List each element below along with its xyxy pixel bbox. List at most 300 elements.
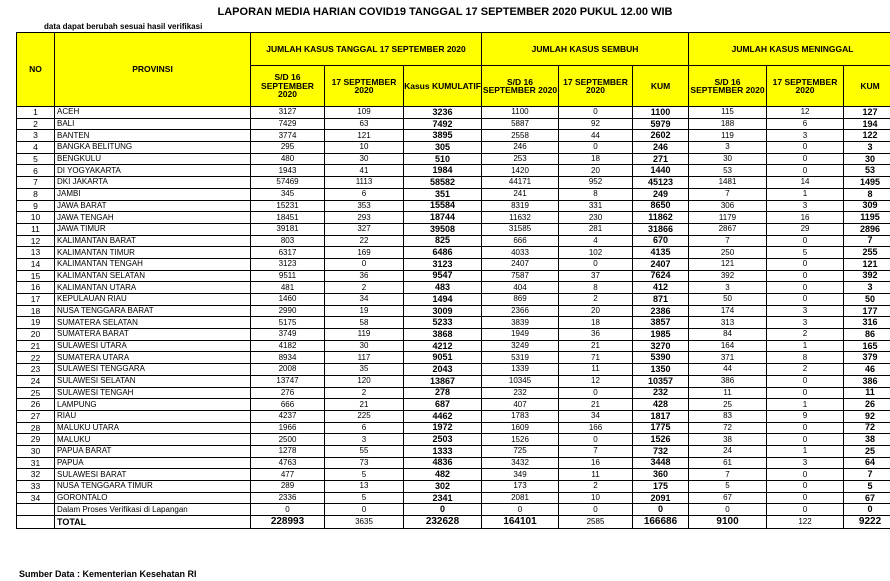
value-cell: 86 bbox=[844, 329, 890, 341]
value-cell: 4836 bbox=[404, 457, 482, 469]
row-number: 29 bbox=[17, 434, 55, 446]
value-cell: 24 bbox=[689, 445, 767, 457]
value-cell: 9 bbox=[767, 410, 844, 422]
row-number: 30 bbox=[17, 445, 55, 457]
province-name: SUMATERA SELATAN bbox=[55, 317, 251, 329]
value-cell: 351 bbox=[404, 188, 482, 200]
value-cell: 58 bbox=[325, 317, 404, 329]
value-cell: 3 bbox=[844, 142, 890, 154]
value-cell: 53 bbox=[689, 165, 767, 177]
value-cell: 92 bbox=[559, 118, 633, 130]
value-cell: 0 bbox=[767, 165, 844, 177]
value-cell: 20 bbox=[559, 305, 633, 317]
value-cell: 2 bbox=[325, 282, 404, 294]
table-row bbox=[17, 434, 890, 446]
value-cell: 2 bbox=[767, 329, 844, 341]
value-cell: 121 bbox=[689, 258, 767, 270]
value-cell: 825 bbox=[404, 235, 482, 247]
value-cell: 5 bbox=[325, 492, 404, 504]
province-name: Dalam Proses Verifikasi di Lapangan bbox=[55, 504, 251, 516]
value-cell: 84 bbox=[689, 329, 767, 341]
value-cell: 102 bbox=[559, 247, 633, 259]
row-number: 23 bbox=[17, 364, 55, 376]
row-number: 21 bbox=[17, 340, 55, 352]
province-name: JAMBI bbox=[55, 188, 251, 200]
table-row bbox=[17, 223, 890, 235]
value-cell: 3 bbox=[767, 200, 844, 212]
value-cell: 666 bbox=[482, 235, 559, 247]
value-cell: 44171 bbox=[482, 177, 559, 189]
value-cell: 29 bbox=[767, 223, 844, 235]
value-cell: 1609 bbox=[482, 422, 559, 434]
value-cell: 30 bbox=[844, 153, 890, 165]
province-name: SULAWESI SELATAN bbox=[55, 375, 251, 387]
row-number: 27 bbox=[17, 410, 55, 422]
value-cell: 0 bbox=[767, 387, 844, 399]
value-cell: 869 bbox=[482, 294, 559, 306]
value-cell: 5233 bbox=[404, 317, 482, 329]
header-sub: S/D 16 SEPTEMBER 2020 bbox=[689, 66, 767, 107]
value-cell: 8 bbox=[767, 352, 844, 364]
province-name: PAPUA bbox=[55, 457, 251, 469]
value-cell: 276 bbox=[251, 387, 325, 399]
value-cell: 250 bbox=[689, 247, 767, 259]
value-cell: 1949 bbox=[482, 329, 559, 341]
value-cell: 36 bbox=[559, 329, 633, 341]
value-cell: 1 bbox=[767, 188, 844, 200]
value-cell: 0 bbox=[767, 235, 844, 247]
value-cell: 8 bbox=[559, 188, 633, 200]
value-cell: 119 bbox=[689, 130, 767, 142]
province-name: NUSA TENGGARA BARAT bbox=[55, 305, 251, 317]
table-row bbox=[17, 422, 890, 434]
table-row bbox=[17, 375, 890, 387]
value-cell: 2558 bbox=[482, 130, 559, 142]
row-number: 33 bbox=[17, 481, 55, 493]
value-cell: 306 bbox=[689, 200, 767, 212]
value-cell: 8934 bbox=[251, 352, 325, 364]
value-cell: 1 bbox=[767, 399, 844, 411]
value-cell: 687 bbox=[404, 399, 482, 411]
value-cell: 1460 bbox=[251, 294, 325, 306]
value-cell: 281 bbox=[559, 223, 633, 235]
province-name: DKI JAKARTA bbox=[55, 177, 251, 189]
value-cell: 31866 bbox=[633, 223, 689, 235]
value-cell: 44 bbox=[559, 130, 633, 142]
value-cell: 0 bbox=[767, 434, 844, 446]
total-cell: 228993 bbox=[251, 516, 325, 529]
value-cell: 2503 bbox=[404, 434, 482, 446]
value-cell: 18451 bbox=[251, 212, 325, 224]
value-cell: 0 bbox=[404, 504, 482, 516]
row-number bbox=[17, 504, 55, 516]
value-cell: 10 bbox=[559, 492, 633, 504]
value-cell: 1783 bbox=[482, 410, 559, 422]
value-cell: 232 bbox=[482, 387, 559, 399]
value-cell: 360 bbox=[633, 469, 689, 481]
value-cell: 2008 bbox=[251, 364, 325, 376]
table-row bbox=[17, 258, 890, 270]
value-cell: 0 bbox=[633, 504, 689, 516]
table-row bbox=[17, 399, 890, 411]
value-cell: 1179 bbox=[689, 212, 767, 224]
value-cell: 4763 bbox=[251, 457, 325, 469]
value-cell: 8 bbox=[559, 282, 633, 294]
value-cell: 1481 bbox=[689, 177, 767, 189]
row-number: 31 bbox=[17, 457, 55, 469]
value-cell: 5 bbox=[689, 481, 767, 493]
value-cell: 165 bbox=[844, 340, 890, 352]
row-number: 5 bbox=[17, 153, 55, 165]
province-name: SULAWESI TENGGARA bbox=[55, 364, 251, 376]
province-name: BANTEN bbox=[55, 130, 251, 142]
value-cell: 5319 bbox=[482, 352, 559, 364]
value-cell: 2896 bbox=[844, 223, 890, 235]
value-cell: 0 bbox=[559, 387, 633, 399]
value-cell: 232 bbox=[633, 387, 689, 399]
value-cell: 7 bbox=[844, 235, 890, 247]
value-cell: 6 bbox=[767, 118, 844, 130]
value-cell: 6 bbox=[325, 422, 404, 434]
value-cell: 11 bbox=[559, 469, 633, 481]
value-cell: 55 bbox=[325, 445, 404, 457]
value-cell: 253 bbox=[482, 153, 559, 165]
value-cell: 3127 bbox=[251, 107, 325, 119]
value-cell: 670 bbox=[633, 235, 689, 247]
value-cell: 177 bbox=[844, 305, 890, 317]
value-cell: 241 bbox=[482, 188, 559, 200]
table-row bbox=[17, 212, 890, 224]
value-cell: 13 bbox=[325, 481, 404, 493]
value-cell: 316 bbox=[844, 317, 890, 329]
value-cell: 1333 bbox=[404, 445, 482, 457]
value-cell: 3 bbox=[689, 282, 767, 294]
value-cell: 0 bbox=[767, 422, 844, 434]
value-cell: 2602 bbox=[633, 130, 689, 142]
value-cell: 8 bbox=[844, 188, 890, 200]
value-cell: 11 bbox=[844, 387, 890, 399]
value-cell: 4 bbox=[559, 235, 633, 247]
table-row bbox=[17, 235, 890, 247]
province-name: JAWA TIMUR bbox=[55, 223, 251, 235]
header-no: NO bbox=[17, 33, 55, 107]
value-cell: 72 bbox=[844, 422, 890, 434]
value-cell: 246 bbox=[633, 142, 689, 154]
value-cell: 327 bbox=[325, 223, 404, 235]
value-cell: 0 bbox=[767, 504, 844, 516]
value-cell: 386 bbox=[689, 375, 767, 387]
province-name: PAPUA BARAT bbox=[55, 445, 251, 457]
table-row bbox=[17, 352, 890, 364]
row-number: 13 bbox=[17, 247, 55, 259]
value-cell: 120 bbox=[325, 375, 404, 387]
value-cell: 2990 bbox=[251, 305, 325, 317]
value-cell: 4033 bbox=[482, 247, 559, 259]
value-cell: 50 bbox=[689, 294, 767, 306]
value-cell: 331 bbox=[559, 200, 633, 212]
value-cell: 1100 bbox=[482, 107, 559, 119]
table-row bbox=[17, 177, 890, 189]
province-name: RIAU bbox=[55, 410, 251, 422]
value-cell: 386 bbox=[844, 375, 890, 387]
value-cell: 482 bbox=[404, 469, 482, 481]
value-cell: 952 bbox=[559, 177, 633, 189]
province-name: SULAWESI UTARA bbox=[55, 340, 251, 352]
value-cell: 21 bbox=[559, 399, 633, 411]
value-cell: 0 bbox=[325, 258, 404, 270]
province-name: ACEH bbox=[55, 107, 251, 119]
row-number: 20 bbox=[17, 329, 55, 341]
value-cell: 13747 bbox=[251, 375, 325, 387]
value-cell: 1350 bbox=[633, 364, 689, 376]
table-row bbox=[17, 270, 890, 282]
value-cell: 0 bbox=[689, 504, 767, 516]
value-cell: 1495 bbox=[844, 177, 890, 189]
value-cell: 73 bbox=[325, 457, 404, 469]
value-cell: 477 bbox=[251, 469, 325, 481]
source-note: Sumber Data : Kementerian Kesehatan RI bbox=[19, 569, 197, 579]
value-cell: 0 bbox=[559, 504, 633, 516]
value-cell: 0 bbox=[767, 375, 844, 387]
province-name: SULAWESI TENGAH bbox=[55, 387, 251, 399]
value-cell: 3 bbox=[767, 457, 844, 469]
value-cell: 4135 bbox=[633, 247, 689, 259]
value-cell: 115 bbox=[689, 107, 767, 119]
value-cell: 2500 bbox=[251, 434, 325, 446]
value-cell: 3270 bbox=[633, 340, 689, 352]
province-name: BANGKA BELITUNG bbox=[55, 142, 251, 154]
value-cell: 2 bbox=[559, 294, 633, 306]
value-cell: 19 bbox=[325, 305, 404, 317]
row-number: 16 bbox=[17, 282, 55, 294]
value-cell: 407 bbox=[482, 399, 559, 411]
value-cell: 11862 bbox=[633, 212, 689, 224]
value-cell: 293 bbox=[325, 212, 404, 224]
value-cell: 249 bbox=[633, 188, 689, 200]
header-group-meninggal: JUMLAH KASUS MENINGGAL bbox=[689, 33, 890, 66]
value-cell: 302 bbox=[404, 481, 482, 493]
value-cell: 7 bbox=[689, 469, 767, 481]
value-cell: 345 bbox=[251, 188, 325, 200]
value-cell: 121 bbox=[844, 258, 890, 270]
province-name: DI YOGYAKARTA bbox=[55, 165, 251, 177]
value-cell: 1420 bbox=[482, 165, 559, 177]
province-name: KALIMANTAN BARAT bbox=[55, 235, 251, 247]
value-cell: 11 bbox=[689, 387, 767, 399]
table-row bbox=[17, 200, 890, 212]
value-cell: 0 bbox=[767, 258, 844, 270]
value-cell: 1984 bbox=[404, 165, 482, 177]
value-cell: 2366 bbox=[482, 305, 559, 317]
value-cell: 11 bbox=[559, 364, 633, 376]
value-cell: 2407 bbox=[482, 258, 559, 270]
value-cell: 0 bbox=[559, 258, 633, 270]
province-name: KALIMANTAN TIMUR bbox=[55, 247, 251, 259]
value-cell: 174 bbox=[689, 305, 767, 317]
value-cell: 117 bbox=[325, 352, 404, 364]
value-cell: 11632 bbox=[482, 212, 559, 224]
value-cell: 3 bbox=[767, 305, 844, 317]
header-provinsi: PROVINSI bbox=[55, 33, 251, 107]
value-cell: 353 bbox=[325, 200, 404, 212]
value-cell: 1440 bbox=[633, 165, 689, 177]
value-cell: 0 bbox=[767, 469, 844, 481]
value-cell: 9051 bbox=[404, 352, 482, 364]
value-cell: 404 bbox=[482, 282, 559, 294]
row-number: 19 bbox=[17, 317, 55, 329]
value-cell: 18 bbox=[559, 153, 633, 165]
value-cell: 119 bbox=[325, 329, 404, 341]
value-cell: 349 bbox=[482, 469, 559, 481]
value-cell: 379 bbox=[844, 352, 890, 364]
value-cell: 121 bbox=[325, 130, 404, 142]
header-sub: S/D 16 SEPTEMBER 2020 bbox=[251, 66, 325, 107]
value-cell: 45123 bbox=[633, 177, 689, 189]
value-cell: 7 bbox=[844, 469, 890, 481]
value-cell: 61 bbox=[689, 457, 767, 469]
value-cell: 0 bbox=[767, 294, 844, 306]
value-cell: 4237 bbox=[251, 410, 325, 422]
row-number: 11 bbox=[17, 223, 55, 235]
value-cell: 0 bbox=[844, 504, 890, 516]
row-number: 18 bbox=[17, 305, 55, 317]
value-cell: 30 bbox=[689, 153, 767, 165]
value-cell: 1526 bbox=[633, 434, 689, 446]
value-cell: 67 bbox=[689, 492, 767, 504]
value-cell: 5 bbox=[844, 481, 890, 493]
row-number: 4 bbox=[17, 142, 55, 154]
value-cell: 5 bbox=[767, 247, 844, 259]
value-cell: 7 bbox=[689, 235, 767, 247]
total-cell: 232628 bbox=[404, 516, 482, 529]
value-cell: 13867 bbox=[404, 375, 482, 387]
table-row bbox=[17, 118, 890, 130]
header-group-kasus: JUMLAH KASUS TANGGAL 17 SEPTEMBER 2020 bbox=[251, 33, 482, 66]
value-cell: 289 bbox=[251, 481, 325, 493]
value-cell: 0 bbox=[559, 434, 633, 446]
value-cell: 0 bbox=[482, 504, 559, 516]
value-cell: 39181 bbox=[251, 223, 325, 235]
row-number: 22 bbox=[17, 352, 55, 364]
province-name: LAMPUNG bbox=[55, 399, 251, 411]
value-cell: 1100 bbox=[633, 107, 689, 119]
value-cell: 1278 bbox=[251, 445, 325, 457]
value-cell: 9511 bbox=[251, 270, 325, 282]
value-cell: 732 bbox=[633, 445, 689, 457]
value-cell: 246 bbox=[482, 142, 559, 154]
value-cell: 4462 bbox=[404, 410, 482, 422]
value-cell: 392 bbox=[689, 270, 767, 282]
table-row bbox=[17, 504, 890, 516]
header-sub: KUM bbox=[844, 66, 890, 107]
value-cell: 1113 bbox=[325, 177, 404, 189]
table-row bbox=[17, 188, 890, 200]
value-cell: 480 bbox=[251, 153, 325, 165]
value-cell: 14 bbox=[767, 177, 844, 189]
value-cell: 16 bbox=[767, 212, 844, 224]
value-cell: 8650 bbox=[633, 200, 689, 212]
value-cell: 3448 bbox=[633, 457, 689, 469]
value-cell: 194 bbox=[844, 118, 890, 130]
value-cell: 173 bbox=[482, 481, 559, 493]
value-cell: 5887 bbox=[482, 118, 559, 130]
value-cell: 1526 bbox=[482, 434, 559, 446]
value-cell: 1 bbox=[767, 445, 844, 457]
value-cell: 2867 bbox=[689, 223, 767, 235]
value-cell: 9547 bbox=[404, 270, 482, 282]
value-cell: 2043 bbox=[404, 364, 482, 376]
value-cell: 15231 bbox=[251, 200, 325, 212]
value-cell: 225 bbox=[325, 410, 404, 422]
table-row bbox=[17, 410, 890, 422]
value-cell: 371 bbox=[689, 352, 767, 364]
value-cell: 4182 bbox=[251, 340, 325, 352]
row-number: 34 bbox=[17, 492, 55, 504]
value-cell: 305 bbox=[404, 142, 482, 154]
row-number: 25 bbox=[17, 387, 55, 399]
value-cell: 35 bbox=[325, 364, 404, 376]
header-sub: S/D 16 SEPTEMBER 2020 bbox=[482, 66, 559, 107]
table-row bbox=[17, 481, 890, 493]
province-name: JAWA BARAT bbox=[55, 200, 251, 212]
value-cell: 309 bbox=[844, 200, 890, 212]
value-cell: 3 bbox=[689, 142, 767, 154]
value-cell: 1972 bbox=[404, 422, 482, 434]
province-name: MALUKU UTARA bbox=[55, 422, 251, 434]
row-number: 3 bbox=[17, 130, 55, 142]
value-cell: 2 bbox=[767, 364, 844, 376]
province-name: KEPULAUAN RIAU bbox=[55, 294, 251, 306]
row-number: 17 bbox=[17, 294, 55, 306]
value-cell: 39508 bbox=[404, 223, 482, 235]
value-cell: 5 bbox=[325, 469, 404, 481]
table-row bbox=[17, 142, 890, 154]
value-cell: 3895 bbox=[404, 130, 482, 142]
total-row bbox=[17, 516, 890, 529]
value-cell: 2386 bbox=[633, 305, 689, 317]
value-cell: 1817 bbox=[633, 410, 689, 422]
total-cell: 2585 bbox=[559, 516, 633, 529]
value-cell: 5979 bbox=[633, 118, 689, 130]
value-cell: 109 bbox=[325, 107, 404, 119]
row-number: 8 bbox=[17, 188, 55, 200]
value-cell: 3009 bbox=[404, 305, 482, 317]
report-title: LAPORAN MEDIA HARIAN COVID19 TANGGAL 17 SEPTEMBER 2020 PUKUL 12.00 WIB bbox=[217, 6, 673, 18]
value-cell: 5175 bbox=[251, 317, 325, 329]
value-cell: 10345 bbox=[482, 375, 559, 387]
value-cell: 18 bbox=[559, 317, 633, 329]
value-cell: 122 bbox=[844, 130, 890, 142]
row-number: 6 bbox=[17, 165, 55, 177]
value-cell: 127 bbox=[844, 107, 890, 119]
value-cell: 7 bbox=[559, 445, 633, 457]
value-cell: 2081 bbox=[482, 492, 559, 504]
value-cell: 0 bbox=[325, 504, 404, 516]
value-cell: 57469 bbox=[251, 177, 325, 189]
table-row bbox=[17, 305, 890, 317]
table-row bbox=[17, 387, 890, 399]
province-name: JAWA TENGAH bbox=[55, 212, 251, 224]
value-cell: 31585 bbox=[482, 223, 559, 235]
row-number: 24 bbox=[17, 375, 55, 387]
value-cell: 666 bbox=[251, 399, 325, 411]
table-row bbox=[17, 329, 890, 341]
value-cell: 12 bbox=[767, 107, 844, 119]
value-cell: 72 bbox=[689, 422, 767, 434]
value-cell: 12 bbox=[559, 375, 633, 387]
value-cell: 7624 bbox=[633, 270, 689, 282]
table-row bbox=[17, 457, 890, 469]
